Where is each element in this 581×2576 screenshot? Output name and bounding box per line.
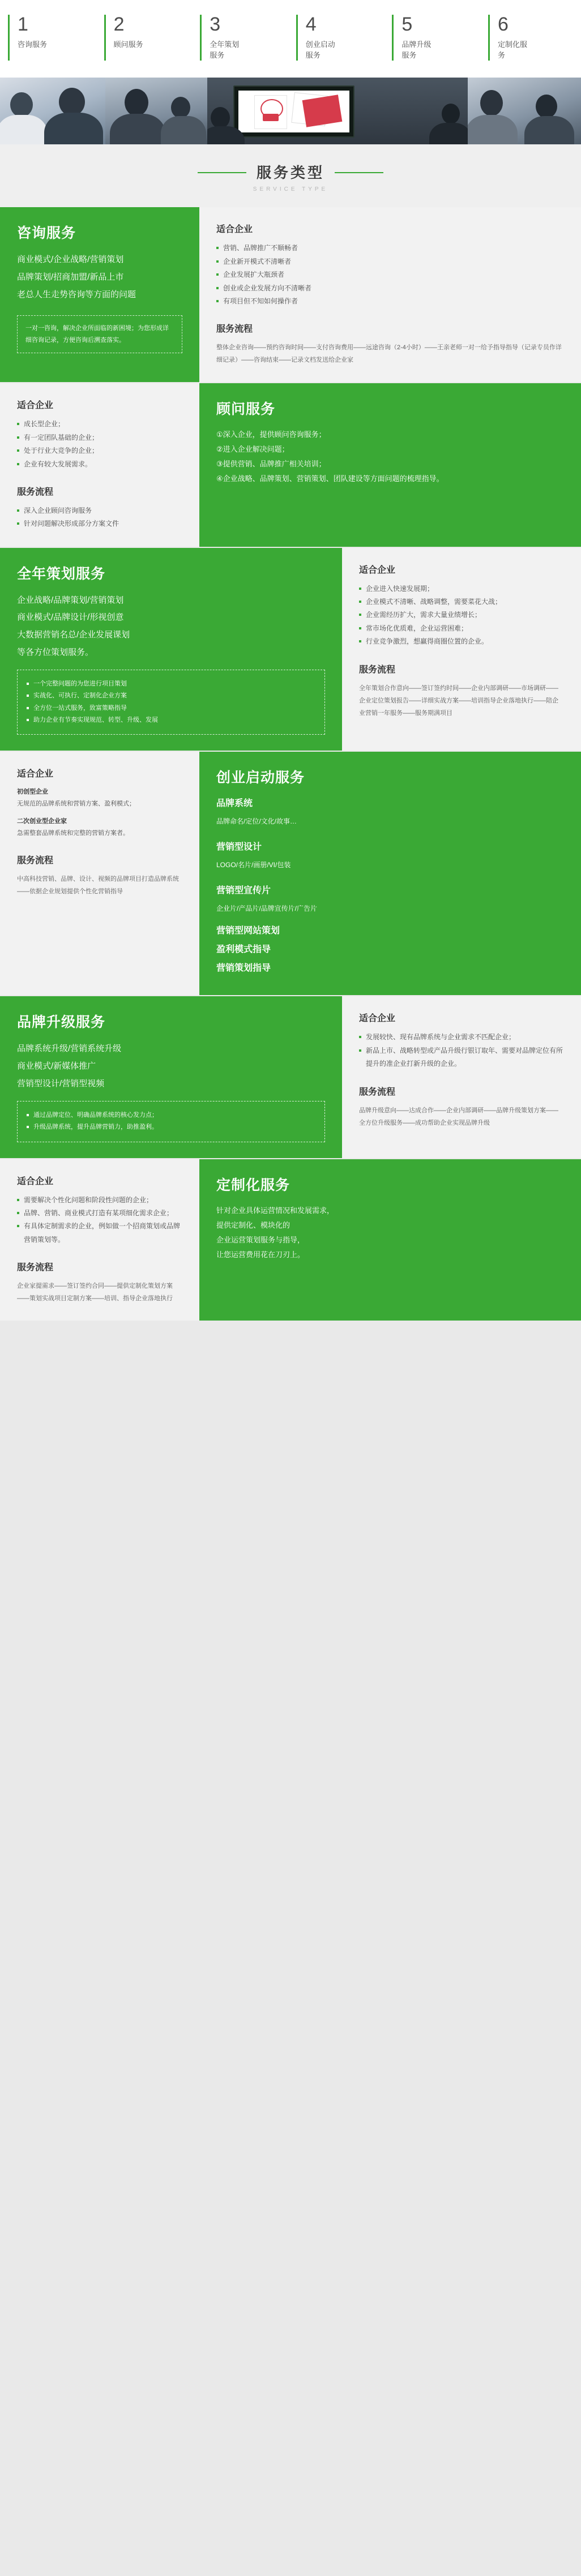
startup-suit-note-2: 急需整套品牌系统和完整的营销方案者。: [17, 830, 129, 837]
annual-item-list: [17, 592, 325, 662]
step-item-4[interactable]: [296, 15, 381, 61]
list-item: 成长型企业；: [17, 418, 182, 431]
startup-suit-title: 适合企业: [17, 769, 54, 779]
annual-dash-list: [27, 678, 315, 727]
custom-suit-title: 适合企业: [17, 1176, 54, 1186]
annual-dash-box: [17, 670, 325, 735]
section-title-en: SERVICE TYPE: [253, 186, 328, 193]
step-label: 顾问服务: [113, 40, 143, 49]
step-label: 全年策划服务: [210, 40, 240, 59]
startup-flow-title: 服务流程: [17, 855, 54, 865]
custom-flow-title: 服务流程: [17, 1263, 54, 1273]
step-item-5[interactable]: [392, 15, 477, 61]
consult-item-list: [17, 251, 182, 303]
custom-flow-text: 企业家提需求——签订签约合同——提供定制化策划方案——策划实战项目定制方案——培训、指导企业落地执行: [17, 1283, 173, 1302]
list-item: 企业有较大发展需求。: [17, 458, 182, 471]
advisor-green-panel: [199, 383, 581, 546]
advisor-title: 顾问服务: [216, 401, 276, 418]
startup-group-head-3: 营销型宣传片: [216, 886, 271, 896]
list-item: 需要解决个性化问题和阶段性问题的企业；: [17, 1194, 182, 1207]
step-number: 3: [210, 14, 221, 35]
consult-green-panel: [0, 207, 199, 382]
service-block-custom: [0, 1159, 581, 1321]
list-item: 商业模式/企业战略/营销策划: [17, 255, 124, 265]
annual-title: 全年策划服务: [17, 565, 106, 582]
list-item: 营销型设计/营销型视频: [17, 1078, 105, 1088]
upgrade-green-panel: [0, 996, 342, 1158]
list-item: 一个完整问题的为您进行项目策划: [27, 678, 315, 690]
list-item: 品牌、营销、商业模式打造有某项细化需求企业；: [17, 1207, 182, 1220]
list-item: 发展较快、现有品牌系统与企业需求不匹配企业；: [359, 1031, 564, 1044]
upgrade-title: 品牌升级服务: [17, 1014, 106, 1031]
startup-group-text-1: 品牌命名/定位/文化/故事…: [216, 817, 297, 826]
list-item: 等各方位策划服务。: [17, 647, 94, 657]
service-block-consult: [0, 207, 581, 382]
startup-group-head-4: 营销型网站策划: [216, 926, 280, 936]
list-item: 助力企业有节奏实现规范、转型、升级、发展: [27, 714, 315, 726]
annual-flow-title: 服务流程: [359, 665, 396, 675]
advisor-grey-panel: [0, 383, 199, 546]
step-item-2[interactable]: [104, 15, 189, 61]
list-item: ①深入企业，提供顾问咨询服务；: [216, 430, 326, 439]
startup-group-head-2: 营销型设计: [216, 842, 262, 852]
step-label: 咨询服务: [18, 40, 48, 49]
hero-photo-people-right: [468, 78, 581, 144]
startup-grey-panel: [0, 752, 199, 995]
list-item: 处于行业大竞争的企业；: [17, 444, 182, 457]
startup-suit-item-2: 二次创业型企业家: [17, 818, 67, 825]
service-block-annual: [0, 548, 581, 751]
consult-title: 咨询服务: [17, 225, 76, 242]
step-item-1[interactable]: [8, 15, 93, 61]
startup-green-panel: [199, 752, 581, 995]
list-item: 常市场化优质难，企业运营困难；: [359, 622, 564, 635]
step-number: 1: [18, 14, 28, 35]
badge-ribbon-icon: [263, 114, 279, 121]
list-item: 大数据营销名总/企业发展课划: [17, 630, 130, 640]
list-item: 有具体定制需求的企业，例如做一个招商策划或品牌营销策划等。: [17, 1220, 182, 1246]
upgrade-flow-title: 服务流程: [359, 1087, 396, 1097]
consult-suit-list: [216, 242, 564, 308]
upgrade-grey-panel: [342, 996, 581, 1158]
custom-suit-list: [17, 1194, 182, 1247]
section-title: [0, 144, 581, 207]
step-item-6[interactable]: [488, 15, 573, 61]
list-item: 实战化、可执行、定制化企业方案: [27, 690, 315, 702]
step-number: 4: [305, 14, 317, 35]
list-item: 企业战略/品牌策划/营销策划: [17, 595, 124, 605]
step-item-3[interactable]: [200, 15, 285, 61]
list-item: 有项目但不知如何操作者: [216, 295, 564, 308]
step-number: 6: [497, 14, 509, 35]
hero-photo-people-mid: [105, 78, 207, 144]
presentation-screen: [233, 85, 354, 138]
startup-group-head-1: 品牌系统: [216, 799, 253, 809]
step-label: 品牌升级服务: [401, 40, 432, 59]
list-item: 营销、品牌推广不顺畅者: [216, 242, 564, 255]
list-item: 升级品牌系统，提升品牌营销力，助推盈利。: [27, 1121, 315, 1133]
custom-para-4: 让您运营费用花在刀刃上。: [216, 1250, 305, 1259]
list-item: 老总人生走势咨询等方面的问题: [17, 289, 136, 299]
list-item: 新品上市、战略转型或产品升级行银订取年、需要对品牌定位有所提升的准企业打新升级的企业。: [359, 1044, 564, 1071]
consult-grey-panel: [199, 207, 581, 382]
annual-suit-title: 适合企业: [359, 565, 396, 575]
service-block-startup: [0, 752, 581, 995]
service-block-advisor: [0, 383, 581, 546]
step-label: 定制化服务: [497, 40, 527, 59]
annual-flow-text: 全年策划合作意向——签订签约时间——企业内部调研——市场调研——企业定位策划报告——详细实战方案——培训指导企业落地执行——陪企业营销一年服务——服务期满项目: [359, 684, 558, 717]
startup-suit-item-1: 初创型企业: [17, 788, 48, 796]
startup-suit-note-1: 无规范的品牌系统和营销方案、盈利模式；: [17, 800, 135, 808]
list-item: 企业进入快速发展期；: [359, 582, 564, 595]
list-item: 通过品牌定位、明确品牌系统的核心发力点；: [27, 1109, 315, 1121]
list-item: 全方位一站式服务，致富策略指导: [27, 702, 315, 714]
advisor-suit-title: 适合企业: [17, 401, 54, 411]
advisor-flow-list: [17, 504, 182, 531]
upgrade-suit-title: 适合企业: [359, 1014, 396, 1024]
upgrade-suit-list: [359, 1031, 564, 1070]
consult-note: 一对一咨询，解决企业所面临的新困境；为您形成详细咨询记录，方便咨询后溯查落实。: [17, 315, 182, 354]
step-number: 2: [113, 14, 125, 35]
hero-photo-strip: [0, 78, 581, 144]
consult-flow-title: 服务流程: [216, 324, 253, 335]
list-item: 品牌系统升级/营销系统升级: [17, 1044, 122, 1054]
list-item: 企业需经历扩大，需求大量业绩增长；: [359, 608, 564, 622]
upgrade-dash-list: [27, 1109, 315, 1134]
list-item: 企业发展扩大瓶颈者: [216, 268, 564, 281]
badge-card: [254, 95, 287, 129]
list-item: ②进入企业解决问题；: [216, 445, 289, 454]
list-item: 商业模式/新媒体推广: [17, 1061, 96, 1071]
section-title-zh: 服务类型: [257, 161, 324, 182]
hero-photo-people-left: [0, 78, 105, 144]
custom-title: 定制化服务: [216, 1177, 290, 1193]
startup-group-head-5: 盈利模式指导: [216, 945, 271, 955]
list-item: ④企业战略、品牌策划、营销策划、团队建设等方面问题的梳理指导。: [216, 474, 444, 483]
consult-flow-text: 整体企业咨询——预约咨询时间——支付咨询费用——远途咨询（2-4小时）——王亲老师一对一给予指导指导（记录专员作详细记录）——咨询结束——记录文档发送给企业家: [216, 344, 562, 364]
advisor-suit-list: [17, 418, 182, 471]
custom-grey-panel: [0, 1159, 199, 1321]
hero-photo-presentation: [207, 78, 468, 144]
annual-suit-list: [359, 582, 564, 649]
custom-green-panel: [199, 1159, 581, 1321]
slide-red-card: [302, 95, 343, 127]
startup-group-text-3: 企业片/产品片/品牌宣传片/广告片: [216, 905, 318, 913]
startup-flow-text: 中高科技营销、品牌、设计、视频的品牌项目打造品牌系统——依据企业规划提供个性化营销指导: [17, 875, 179, 895]
step-number: 5: [401, 14, 413, 35]
upgrade-flow-text: 品牌升级意向——达成合作——企业内部调研——品牌升级策划方案——全方位升级服务——成功帮助企业实现品牌升级: [359, 1107, 558, 1126]
startup-group-head-6: 营销策划指导: [216, 963, 271, 974]
list-item: 针对问题解决形成部分方案文件: [17, 517, 182, 530]
list-item: 商业模式/品牌设计/形视创意: [17, 612, 124, 623]
list-item: 企业新开模式不清晰者: [216, 255, 564, 268]
custom-para-2: 提供定制化、模块化的: [216, 1220, 290, 1229]
custom-para-1: 针对企业具体运营情况和发展需求，: [216, 1206, 335, 1215]
step-bar: [0, 0, 581, 78]
advisor-item-list: [216, 427, 564, 486]
list-item: 品牌策划/招商加盟/新品上市: [17, 272, 124, 282]
list-item: 企业模式不清晰、战略调整，需要菜花大战；: [359, 595, 564, 608]
upgrade-dash-box: [17, 1101, 325, 1142]
list-item: 深入企业顾问咨询服务: [17, 504, 182, 517]
advisor-flow-title: 服务流程: [17, 487, 54, 497]
annual-grey-panel: [342, 548, 581, 751]
list-item: 行业竞争激烈，想赢得商圈位置的企业。: [359, 635, 564, 648]
service-block-upgrade: [0, 996, 581, 1158]
custom-para-3: 企业运营策划服务与指导，: [216, 1235, 305, 1244]
list-item: 有一定团队基础的企业；: [17, 431, 182, 444]
list-item: 创业或企业发展方向不清晰者: [216, 282, 564, 295]
upgrade-item-list: [17, 1040, 325, 1092]
startup-title: 创业启动服务: [216, 770, 305, 786]
startup-group-text-2: LOGO/名片/画册/VI/包装: [216, 861, 291, 869]
step-label: 创业启动服务: [305, 40, 335, 59]
annual-green-panel: [0, 548, 342, 751]
consult-suit-title: 适合企业: [216, 225, 253, 235]
list-item: ③提供营销、品牌推广相关培训；: [216, 460, 326, 469]
